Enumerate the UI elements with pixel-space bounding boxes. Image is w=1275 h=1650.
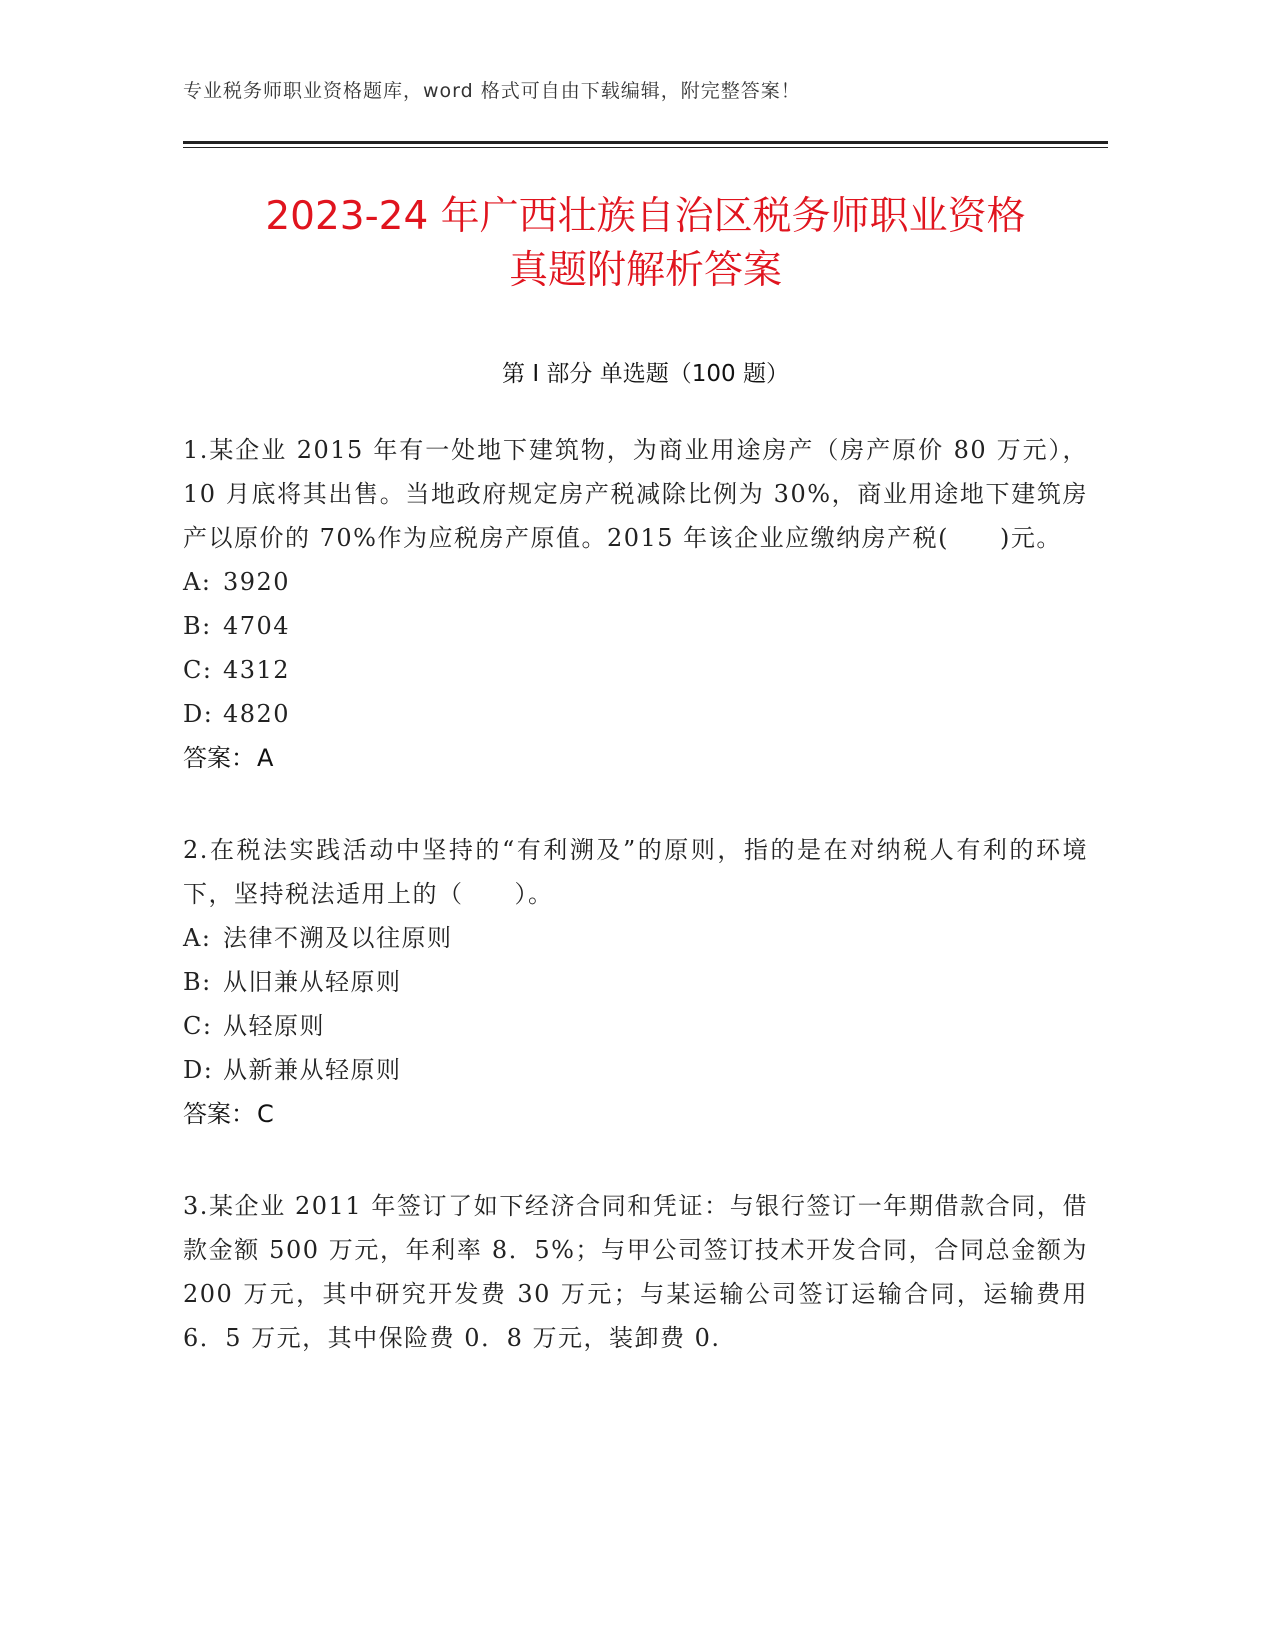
option-text: 从旧兼从轻原则 [223,968,402,996]
option-text: 4820 [223,700,291,728]
question-1-answer [183,736,1088,780]
question-1-text: 1.某企业 2015 年有一处地下建筑物，为商业用途房产（房产原价 80 万元），10 月底将其出售。当地政府规定房产税减除比例为 30%，商业用途地下建筑房产以原价的 70%作为应税房产原值。2015 年该企业应缴纳房产税( )元。 [183,436,1088,552]
document-title-line-1: 2023-24 年广西壮族自治区税务师职业资格 [265,194,1026,239]
answer-value: A [257,744,274,772]
question-2 [183,828,1088,1136]
question-1 [183,428,1088,780]
question-1-options [183,560,1088,736]
option-letter: C: [183,656,213,684]
header-divider-thick [183,141,1108,144]
option-text: 4312 [223,656,291,684]
option-text: 法律不溯及以往原则 [223,924,453,952]
answer-label: 答案： [183,1100,255,1128]
header-note: 专业税务师职业资格题库，word 格式可自由下载编辑，附完整答案！ [183,80,801,102]
question-3 [183,1184,1088,1360]
question-1-option-c [183,648,1088,692]
option-letter: C: [183,1012,213,1040]
question-2-option-d [183,1048,1088,1092]
option-text: 3920 [223,568,291,596]
question-3-text: 3.某企业 2011 年签订了如下经济合同和凭证：与银行签订一年期借款合同，借款金额 500 万元，年利率 8．5%；与甲公司签订技术开发合同，合同总金额为 200 万元，其中研究开发费 30 万元；与某运输公司签订运输合同，运输费用 6．5 万元，其中保险费 0．8 万元，装卸费 0. [183,1192,1088,1352]
answer-value: C [257,1100,274,1128]
question-1-option-d [183,692,1088,736]
document-title-line-2: 真题附解析答案 [508,248,782,293]
question-2-text: 2.在税法实践活动中坚持的“有利溯及”的原则，指的是在对纳税人有利的环境下，坚持税法适用上的（ ）。 [183,836,1088,908]
question-2-options [183,916,1088,1092]
question-2-option-c [183,1004,1088,1048]
question-2-option-a [183,916,1088,960]
option-letter: B: [183,612,212,640]
option-letter: A: [183,924,212,952]
option-text: 从轻原则 [223,1012,325,1040]
question-2-answer [183,1092,1088,1136]
option-letter: D: [183,700,214,728]
option-letter: D: [183,1056,214,1084]
question-2-option-b [183,960,1088,1004]
option-letter: A: [183,568,212,596]
answer-label: 答案： [183,744,255,772]
option-text: 4704 [223,612,291,640]
question-1-option-a [183,560,1088,604]
option-letter: B: [183,968,212,996]
option-text: 从新兼从轻原则 [223,1056,402,1084]
header-divider-thin [183,147,1108,148]
question-list [183,428,1088,1408]
question-1-option-b [183,604,1088,648]
document-title [183,190,1108,298]
section-title: 第 I 部分 单选题（100 题） [502,361,789,387]
